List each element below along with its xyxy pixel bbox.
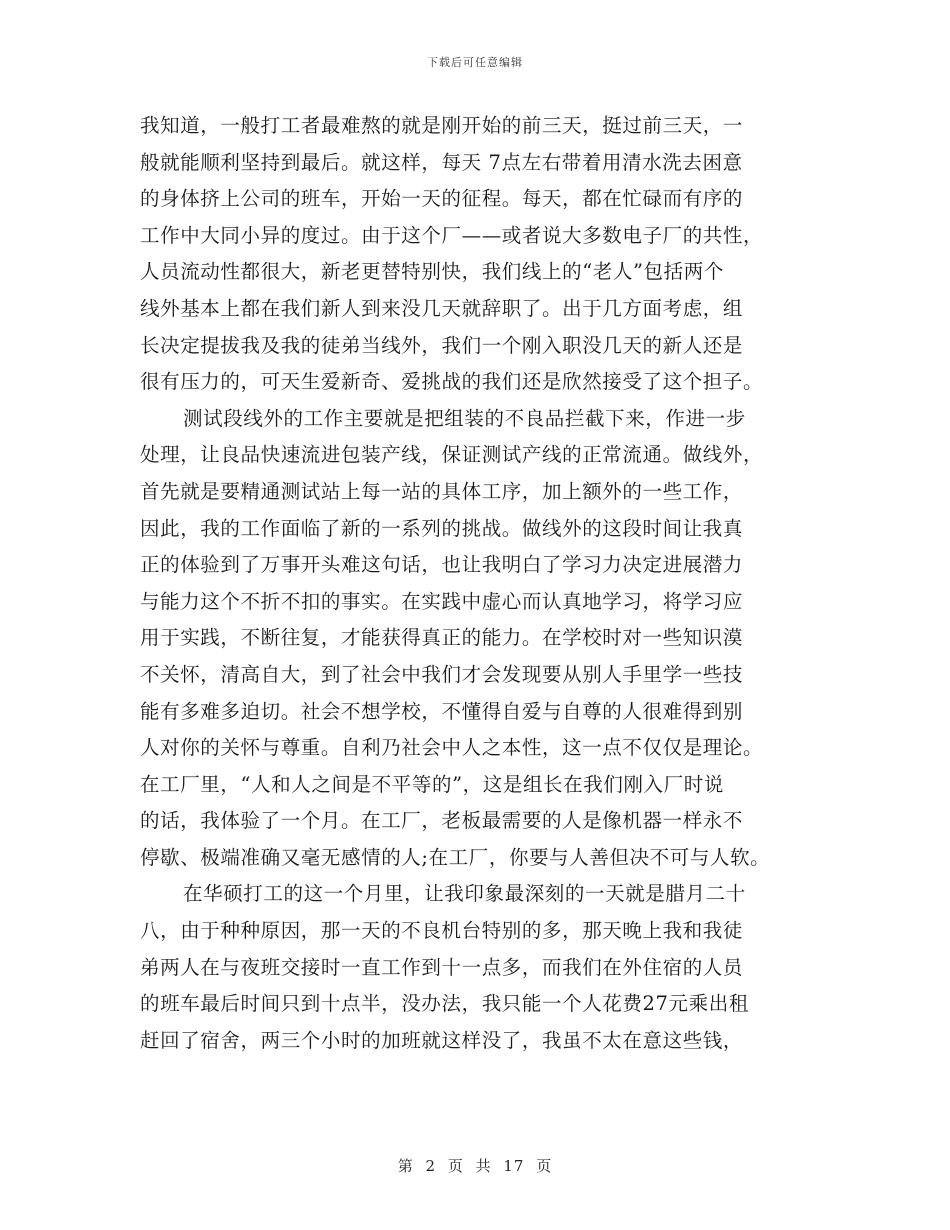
text-line: 工作中大同小异的度过。由于这个厂——或者说大多数电子厂的共性，	[140, 223, 764, 247]
text-line: 不关怀，清高自大，到了社会中我们才会发现要从别人手里学一些技	[140, 662, 744, 686]
text-line: 人对你的关怀与尊重。自利乃社会中人之本性，这一点不仅仅是理论。	[140, 736, 764, 760]
text-line: 般就能顺利坚持到最后。就这样，每天 7点左右带着用清水洗去困意	[140, 150, 743, 174]
text-line: 在工厂里，“人和人之间是不平等的”，这是组长在我们刚入厂时说	[140, 772, 724, 796]
text-line: 首先就是要精通测试站上每一站的具体工序，加上额外的一些工作，	[140, 479, 744, 503]
text-line: 我知道，一般打工者最难熬的就是刚开始的前三天，挺过前三天，一	[140, 114, 744, 137]
text-line: 很有压力的，可天生爱新奇、爱挑战的我们还是欣然接受了这个担子。	[140, 370, 764, 394]
paragraph-start-line: 在华硕打工的这一个月里，让我印象最深刻的一天就是腊月二十	[183, 882, 746, 906]
text-line: 停歇、极端准确又毫无感情的人;在工厂，你要与人善但决不可与人软。	[140, 845, 771, 869]
text-line: 正的体验到了万事开头难这句话，也让我明白了学习力决定进展潜力	[140, 553, 744, 577]
text-line: 长决定提拔我及我的徒弟当线外，我们一个刚入职没几天的新人还是	[140, 333, 744, 357]
text-line: 处理，让良品快速流进包装产线，保证测试产线的正常流通。做线外，	[140, 443, 764, 467]
text-line: 的班车最后时间只到十点半，没办法，我只能一个人花费27元乘出租	[140, 992, 749, 1016]
text-line: 线外基本上都在我们新人到来没几天就辞职了。出于几方面考虑，组	[140, 296, 744, 320]
text-line: 的身体挤上公司的班车，开始一天的征程。每天，都在忙碌而有序的	[140, 187, 744, 211]
text-line: 赶回了宿舍，两三个小时的加班就这样没了，我虽不太在意这些钱，	[140, 1028, 744, 1052]
text-line: 用于实践，不断往复，才能获得真正的能力。在学校时对一些知识漠	[140, 626, 744, 650]
page-number-footer: 第 2 页 共 17 页	[397, 1157, 553, 1175]
text-line: 人员流动性都很大，新老更替特别快，我们线上的“老人”包括两个	[140, 260, 724, 284]
page-header: 下载后可任意编辑	[427, 56, 523, 69]
paragraph-start-line: 测试段线外的工作主要就是把组装的不良品拦截下来，作进一步	[183, 406, 746, 430]
text-line: 因此，我的工作面临了新的一系列的挑战。做线外的这段时间让我真	[140, 516, 744, 540]
text-line: 与能力这个不折不扣的事实。在实践中虚心而认真地学习，将学习应	[140, 589, 744, 613]
text-line: 八，由于种种原因，那一天的不良机台特别的多，那天晚上我和我徒	[140, 919, 744, 943]
text-line: 能有多难多迫切。社会不想学校，不懂得自爱与自尊的人很难得到别	[140, 699, 744, 723]
text-line: 弟两人在与夜班交接时一直工作到十一点多，而我们在外住宿的人员	[140, 955, 744, 979]
document-body	[140, 108, 820, 1059]
text-line: 的话，我体验了一个月。在工厂，老板最需要的人是像机器一样永不	[140, 809, 744, 833]
